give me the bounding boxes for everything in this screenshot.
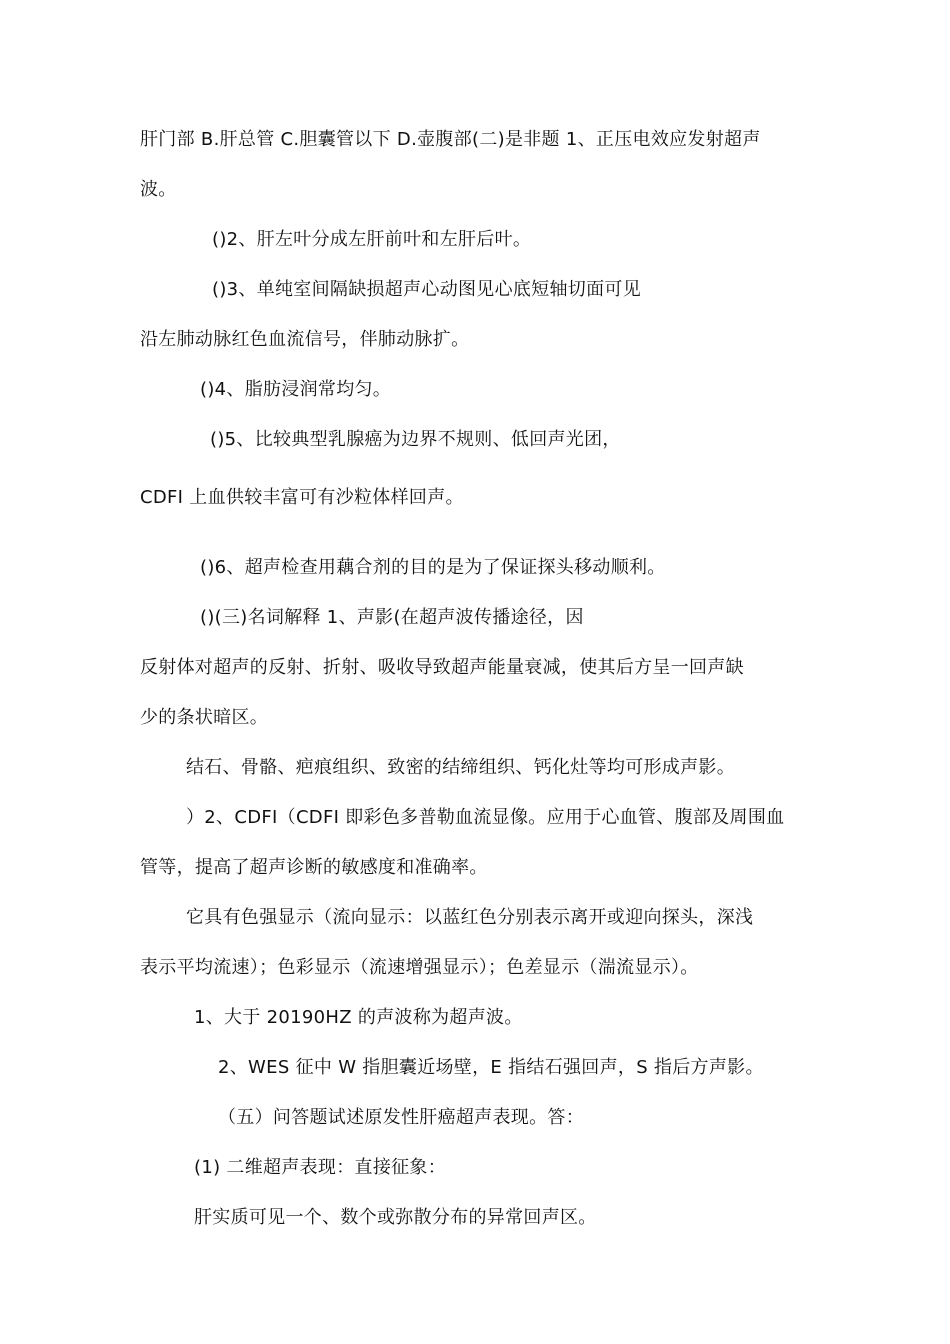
text-line-7: ()5、比较典型乳腺癌为边界不规则、低回声光团， xyxy=(210,429,621,450)
text-line-11: 反射体对超声的反射、折射、吸收导致超声能量衰减，使其后方呈一回声缺 xyxy=(140,657,744,678)
text-line-20: （五）问答题试述原发性肝癌超声表现。答： xyxy=(218,1107,584,1128)
text-line-16: 它具有色强显示（流向显示：以蓝红色分别表示离开或迎向探头，深浅 xyxy=(186,907,754,928)
text-line-2: 波。 xyxy=(140,179,177,200)
text-line-10: ()(三)名词解释 1、声影(在超声波传播途径，因 xyxy=(200,607,584,628)
text-line-9: ()6、超声检查用藕合剂的目的是为了保证探头移动顺利。 xyxy=(200,557,666,578)
text-line-12: 少的条状暗区。 xyxy=(140,707,269,728)
text-line-1: 肝门部 B.肝总管 C.胆囊管以下 D.壶腹部(二)是非题 1、正压电效应发射超声 xyxy=(140,129,761,150)
text-line-4: ()3、单纯室间隔缺损超声心动图见心底短轴切面可见 xyxy=(212,279,641,300)
text-line-18: 1、大于 20190HZ 的声波称为超声波。 xyxy=(194,1007,523,1028)
text-line-8: CDFI 上血供较丰富可有沙粒体样回声。 xyxy=(140,487,464,508)
text-line-17: 表示平均流速）；色彩显示（流速增强显示）；色差显示（湍流显示）。 xyxy=(140,957,699,978)
text-line-21: (1) 二维超声表现：直接征象： xyxy=(194,1157,447,1178)
text-line-3: ()2、肝左叶分成左肝前叶和左肝后叶。 xyxy=(212,229,532,250)
text-line-19: 2、WES 征中 W 指胆囊近场壁，E 指结石强回声，S 指后方声影。 xyxy=(218,1057,764,1078)
text-line-15: 管等，提高了超声诊断的敏感度和准确率。 xyxy=(140,857,488,878)
text-line-13: 结石、骨骼、疤痕组织、致密的结缔组织、钙化灶等均可形成声影。 xyxy=(186,757,735,778)
text-line-5: 沿左肺动脉红色血流信号，伴肺动脉扩。 xyxy=(140,329,470,350)
text-line-22: 肝实质可见一个、数个或弥散分布的异常回声区。 xyxy=(194,1207,597,1228)
text-line-14: ）2、CDFI（CDFI 即彩色多普勒血流显像。应用于心血管、腹部及周围血 xyxy=(186,807,785,828)
text-line-6: ()4、脂肪浸润常均匀。 xyxy=(200,379,392,400)
